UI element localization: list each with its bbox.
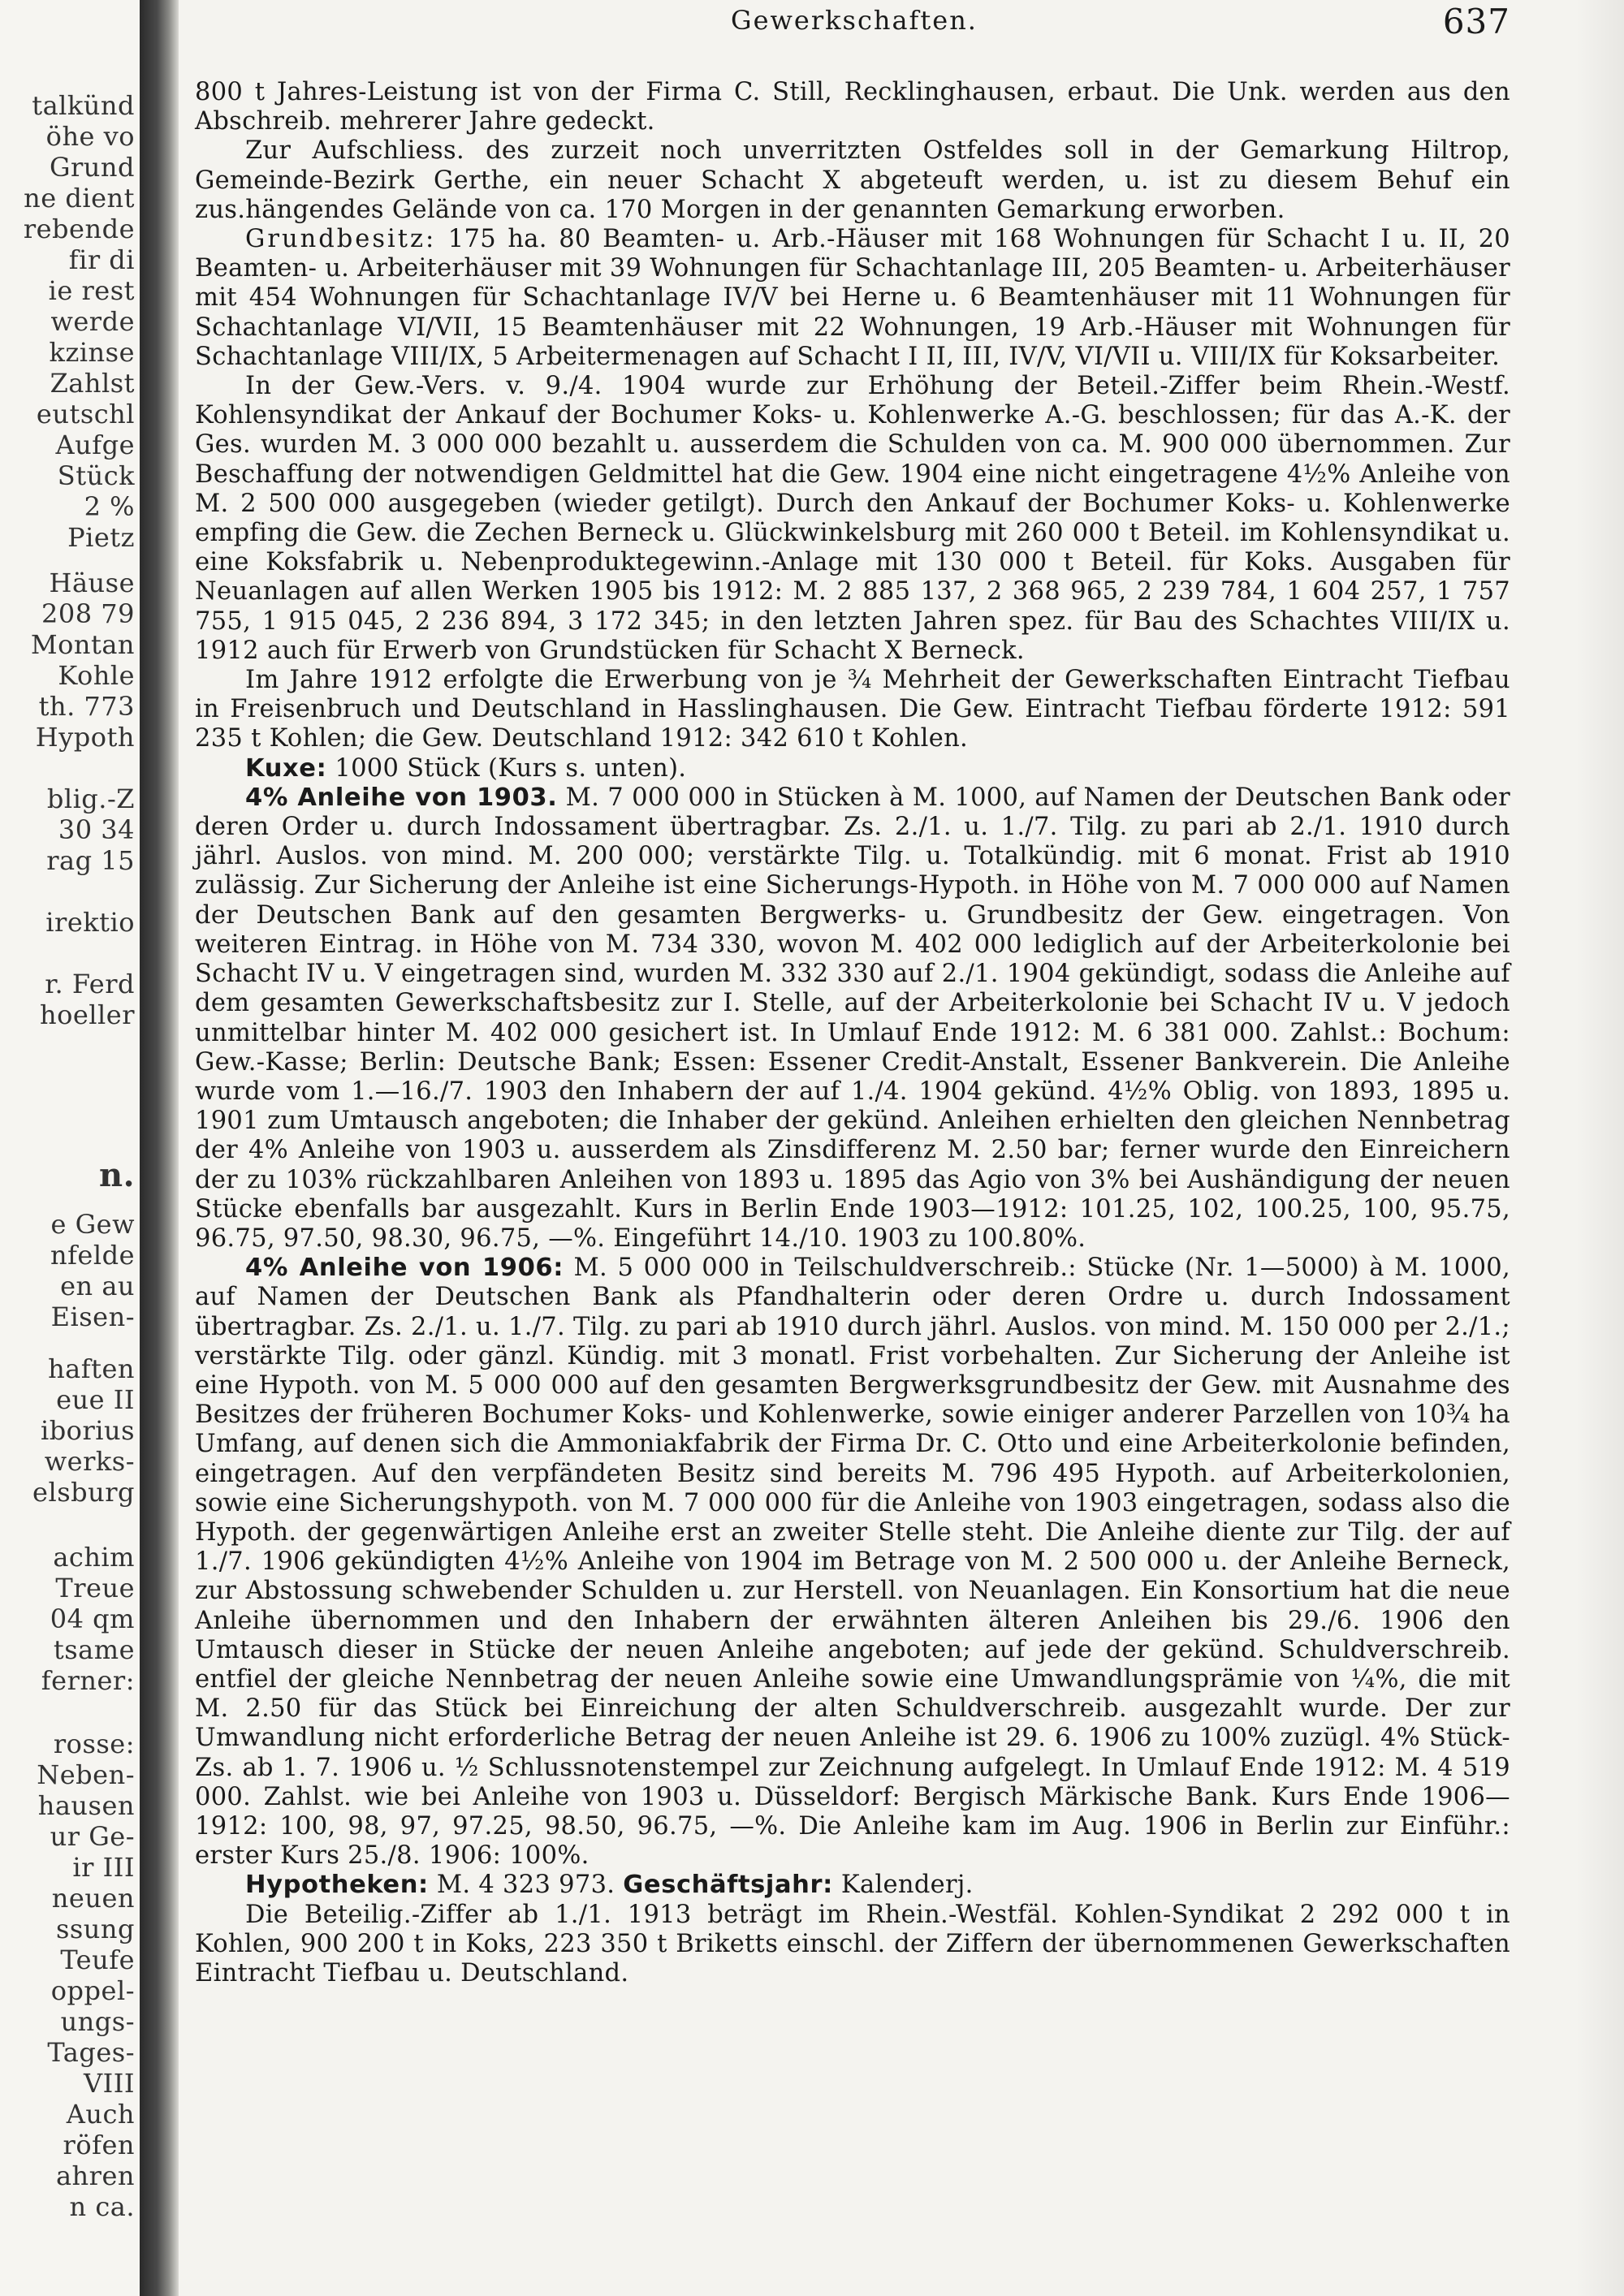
previous-page-fragment: ferner:	[41, 1665, 135, 1696]
previous-page-fragment: ssung	[55, 1914, 135, 1944]
book-gutter	[140, 0, 179, 2296]
previous-page-fragment: blig.-Z	[46, 783, 135, 814]
paragraph	[195, 666, 1510, 754]
paragraph-text: Zur Aufschliess. des zurzeit noch unverritzten Ostfeldes soll in der Gemarkung Hiltrop, Gemeinde-Bezirk Gerthe, ein neuer Schacht X abgeteuft werden, u. ist zu diesem Behuf ein zus.hängendes Gelände von ca. 170 Morgen in der genannten Gemarkung erworben.	[195, 136, 1510, 224]
previous-page-fragment: oppel-	[50, 1975, 135, 2006]
previous-page-fragment: 208 79	[41, 598, 135, 629]
section-heading: Geschäftsjahr:	[623, 1871, 833, 1900]
previous-page-fragment: eue II	[56, 1384, 135, 1415]
previous-page-fragment: Stück	[57, 460, 135, 491]
previous-page-fragment: achim	[53, 1542, 135, 1573]
paragraph-text: M. 4 323 973.	[428, 1871, 624, 1900]
previous-page-fragment: n ca.	[69, 2191, 135, 2222]
spaced-heading: Grundbesitz:	[245, 225, 437, 254]
paragraph-text: Im Jahre 1912 erfolgte die Erwerbung von je ¾ Mehrheit der Gewerkschaften Eintracht Tiefbau in Freisenbruch und Deutschland in Hasslinghausen. Die Gew. Eintracht Tiefbau förderte 1912: 591 235 t Kohlen; die Gew. Deutschland 1912: 342 610 t Kohlen.	[195, 666, 1510, 753]
previous-page-fragment: ir III	[72, 1852, 135, 1883]
previous-page-fragment: kzinse	[49, 337, 135, 368]
previous-page-fragment: ungs-	[60, 2006, 135, 2037]
previous-page-fragment: iborius	[40, 1415, 135, 1446]
previous-page-fragment: 30 34	[58, 814, 135, 845]
paragraph	[195, 78, 1510, 136]
paragraph	[195, 1871, 1510, 1900]
previous-page-fragment: Pietz	[67, 522, 135, 553]
paragraph-text: M. 7 000 000 in Stücken à M. 1000, auf Namen der Deutschen Bank oder deren Order u. durch Indossament übertragbar. Zs. 2./1. u. 1./7. Tilg. zu pari ab 2./1. 1910 durch jährl. Auslos. von mind. M. 200 000; verstärkte Tilg. u. Totalkündig. mit 6 monat. Frist ab 1910 zulässig. Zur Sicherung der Anleihe ist eine Sicherungs-Hypoth. in Höhe von M. 7 000 000 auf Namen der Deutschen Bank auf den gesamten Bergwerks- u. Grundbesitz der Gew. eingetragen. Von weiteren Eintrag. in Höhe von M. 734 330, wovon M. 402 000 lediglich auf der Arbeiterkolonie bei Schacht IV u. V eingetragen sind, wurden M. 332 330 auf 2./1. 1904 gekündigt, sodass die Anleihe auf dem gesamten Gewerkschaftsbesitz zur I. Stelle, auf der Arbeiterkolonie bei Schacht IV u. V jedoch unmittelbar hinter M. 402 000 gesichert ist. In Umlauf Ende 1912: M. 6 381 000. Zahlst.: Bochum: Gew.-Kasse; Berlin: Deutsche Bank; Essen: Essener Credit-Anstalt, Essener Bankverein. Die Anleihe wurde vom 1.—16./7. 1903 den Inhabern der auf 1./4. 1904 gekünd. 4½% Oblig. von 1893, 1895 u. 1901 zum Umtausch angeboten; die Inhaber der gekünd. Anleihen erhielten den gleichen Nennbetrag der 4% Anleihe von 1903 u. ausserdem als Zinsdifferenz M. 2.50 bar; ferner wurde den Einreichern der zu 103% rückzahlbaren Anleihen von 1893 u. 1895 das Agio von 3% bei Aushändigung der neuen Stücke ebenfalls bar ausgezahlt. Kurs in Berlin Ende 1903—1912: 101.25, 102, 100.25, 100, 95.75, 96.75, 97.50, 98.30, 96.75, —%. Eingeführt 14./10. 1903 zu 100.80%.	[195, 783, 1510, 1253]
previous-page-fragment: Tages-	[47, 2037, 135, 2068]
previous-page-fragment: hoeller	[39, 999, 135, 1030]
paragraph-text: M. 5 000 000 in Teilschuldverschreib.: Stücke (Nr. 1—5000) à M. 1000, auf Namen der Deutschen Bank als Pfandhalterin oder deren Ordre u. durch Indossament übertragbar. Zs. 2./1. u. 1./7. Tilg. zu pari ab 1910 durch jährl. Auslos. von mind. M. 150 000 per 2./1.; verstärkte Tilg. oder gänzl. Kündig. mit 3 monatl. Frist vorbehalten. Zur Sicherung der Anleihe ist eine Hypoth. von M. 5 000 000 auf den gesamten Bergwerksgrundbesitz der Gew. mit Ausnahme des Besitzes der früheren Bochumer Koks- und Kohlenwerke, sowie einiger anderer Parzellen von 10¾ ha Umfang, auf denen sich die Ammoniakfabrik der Firma Dr. C. Otto und eine Arbeiterkolonie befinden, eingetragen. Auf den verpfändeten Besitz sind bereits M. 796 495 Hypoth. auf Arbeiterkolonien, sowie eine Sicherungshypoth. von M. 7 000 000 für die Anleihe von 1903 eingetragen, sodass also die Hypoth. der gegenwärtigen Anleihe erst an zweiter Stelle steht. Die Anleihe diente zur Tilg. der auf 1./7. 1906 gekündigten 4½% Anleihe von 1904 im Betrage von M. 2 500 000 u. der Anleihe Berneck, zur Abstossung schwebender Schulden u. zur Herstell. von Neuanlagen. Ein Konsortium hat die neue Anleihe übernommen und den Inhabern der erwähnten älteren Anleihen bis 29./6. 1906 den Umtausch dieser in Stücke der neuen Anleihe angeboten; auf jede der gekünd. Schuldverschreib. entfiel der gleiche Nennbetrag der neuen Anleihe sowie eine Umwandlungsprämie von ¼%, die mit M. 2.50 für das Stück bei Einreichung der alten Schuldverschreib. ausgezahlt wurde. Der zur Umwandlung nicht erforderliche Betrag der neuen Anleihe ist 29. 6. 1906 zu 100% zuzügl. 4% Stück-Zs. ab 1. 7. 1906 u. ½ Schlussnotenstempel zur Zeichnung aufgelegt. In Umlauf Ende 1912: M. 4 519 000. Zahlst. wie bei Anleihe von 1903 u. Düsseldorf: Bergisch Märkische Bank. Kurs Ende 1906—1912: 100, 98, 97, 97.25, 98.50, 96.75, —%. Die Anleihe kam im Aug. 1906 in Berlin zur Einführ.: erster Kurs 25./8. 1906: 100%.	[195, 1254, 1510, 1871]
previous-page-fragment: th. 773	[38, 691, 135, 722]
paragraph	[195, 1901, 1510, 1989]
previous-page-fragment: werde	[50, 306, 135, 337]
previous-page-fragment: en au	[60, 1271, 135, 1301]
previous-page-fragment: Grund	[49, 152, 135, 183]
previous-page-fragment: rag 15	[46, 845, 135, 876]
previous-page-fragment: Treue	[55, 1573, 135, 1603]
paragraph-text: 1000 Stück (Kurs s. unten).	[326, 753, 687, 783]
previous-page-fragment: hausen	[37, 1790, 135, 1821]
previous-page-fragment: rosse:	[53, 1728, 135, 1759]
previous-page-fragment: haften	[48, 1353, 135, 1384]
previous-page-fragment: eutschl	[36, 399, 135, 429]
paragraph-text: 175 ha. 80 Beamten- u. Arb.-Häuser mit 168 Wohnungen für Schacht I u. II, 20 Beamten- u. Arbeiterhäuser mit 39 Wohnungen für Schachtanlage III, 205 Beamten- u. Arbeiterhäuser mit 454 Wohnungen für Schachtanlage IV/V bei Herne u. 6 Beamtenhäuser mit 11 Wohnungen für Schachtanlage VI/VII, 15 Beamtenhäuser mit 22 Wohnungen, 19 Arb.-Häuser mit Wohnungen für Schachtanlage VIII/IX, 5 Arbeitermenagen auf Schacht I II, III, IV/V, VI/VII u. VIII/IX für Koksarbeiter.	[195, 225, 1510, 371]
paragraph	[195, 1254, 1510, 1871]
previous-page-fragment: Neben-	[37, 1759, 135, 1790]
previous-page-fragment: e Gew	[50, 1209, 135, 1240]
previous-page-fragment: neuen	[51, 1883, 135, 1914]
running-head	[187, 2, 1510, 45]
section-heading: Kuxe:	[245, 753, 327, 783]
previous-page-fragment: r. Ferd	[45, 969, 135, 999]
previous-page-fragment: talkünd	[32, 90, 135, 121]
previous-page-fragment: Auch	[66, 2099, 135, 2130]
paragraph-text: In der Gew.-Vers. v. 9./4. 1904 wurde zur Erhöhung der Beteil.-Ziffer beim Rhein.-Westf. Kohlensyndikat der Ankauf der Bochumer Koks- u. Kohlenwerke A.-G. beschlossen; für das A.-K. der Ges. wurden M. 3 000 000 bezahlt u. ausserdem die Schulden von ca. M. 900 000 übernommen. Zur Beschaffung der notwendigen Geldmittel hat die Gew. 1904 eine nicht eingetragene 4½% Anleihe von M. 2 500 000 ausgegeben (wieder getilgt). Durch den Ankauf der Bochumer Koks- u. Kohlenwerke empfing die Gew. die Zechen Berneck u. Glückwinkelsburg mit 260 000 t Beteil. im Kohlensyndikat u. eine Koksfabrik u. Nebenproduktegewinn.-Anlage mit 130 000 t Beteil. für Koks. Ausgaben für Neuanlagen auf allen Werken 1905 bis 1912: M. 2 885 137, 2 368 965, 2 239 784, 1 604 257, 1 757 755, 1 915 045, 2 236 894, 3 172 345; in den letzten Jahren spez. für Bau des Schachtes VIII/IX u. 1912 auch für Erwerb von Grundstücken für Schacht X Berneck.	[195, 372, 1510, 665]
previous-page-fragment: Teufe	[60, 1944, 135, 1975]
previous-page-edge	[0, 0, 140, 2296]
paragraph-text: 800 t Jahres-Leistung ist von der Firma C. Still, Recklinghausen, erbaut. Die Unk. werden aus den Abschreib. mehrerer Jahre gedeckt.	[195, 78, 1510, 136]
paragraph	[195, 136, 1510, 225]
previous-page-fragment: irektio	[45, 907, 135, 938]
previous-page-fragment: Zahlst	[50, 368, 135, 399]
paragraph-text: Kalenderj.	[832, 1871, 974, 1900]
previous-page-fragment: ne dient	[24, 183, 135, 214]
previous-page-fragment: Hypoth	[35, 722, 135, 753]
running-title: Gewerkschaften.	[731, 5, 978, 36]
previous-page-fragment: Kohle	[58, 660, 135, 691]
previous-page-fragment: VIII	[83, 2068, 135, 2099]
paragraph	[195, 225, 1510, 372]
previous-page-fragment: n.	[98, 1156, 135, 1194]
previous-page-fragment: 2 %	[84, 491, 135, 522]
body-text	[195, 78, 1510, 1988]
previous-page-fragment: Montan	[30, 629, 135, 660]
previous-page-fragment: Häuse	[49, 568, 135, 598]
previous-page-fragment: fir di	[68, 244, 135, 275]
previous-page-fragment: werks-	[44, 1446, 135, 1477]
paragraph	[195, 372, 1510, 666]
previous-page-fragment: ie rest	[48, 275, 135, 306]
page	[187, 0, 1510, 2296]
paragraph	[195, 754, 1510, 783]
previous-page-fragment: elsburg	[32, 1477, 135, 1508]
previous-page-fragment: tsame	[53, 1634, 135, 1665]
previous-page-fragment: 04 qm	[50, 1603, 135, 1634]
previous-page-fragment: öhe vo	[45, 121, 135, 152]
previous-page-fragment: Aufge	[55, 429, 135, 460]
previous-page-fragment: nfelde	[50, 1240, 135, 1271]
previous-page-fragment: röfen	[63, 2130, 135, 2160]
previous-page-fragment: ur Ge-	[50, 1821, 135, 1852]
page-number: 637	[1442, 2, 1510, 41]
section-heading: Hypotheken:	[245, 1871, 429, 1900]
page-edge-shadow	[1575, 0, 1624, 2296]
section-heading: 4% Anleihe von 1903.	[245, 783, 558, 812]
previous-page-fragment: rebende	[23, 214, 135, 244]
paragraph	[195, 783, 1510, 1254]
paragraph-text: Die Beteilig.-Ziffer ab 1./1. 1913 beträgt im Rhein.-Westfäl. Kohlen-Syndikat 2 292 000 t in Kohlen, 900 200 t in Koks, 223 350 t Briketts einschl. der Ziffern der übernommenen Gewerkschaften Eintracht Tiefbau u. Deutschland.	[195, 1900, 1510, 1987]
previous-page-fragment: Eisen-	[50, 1301, 135, 1332]
previous-page-fragment: ahren	[55, 2160, 135, 2191]
section-heading: 4% Anleihe von 1906:	[245, 1254, 564, 1283]
